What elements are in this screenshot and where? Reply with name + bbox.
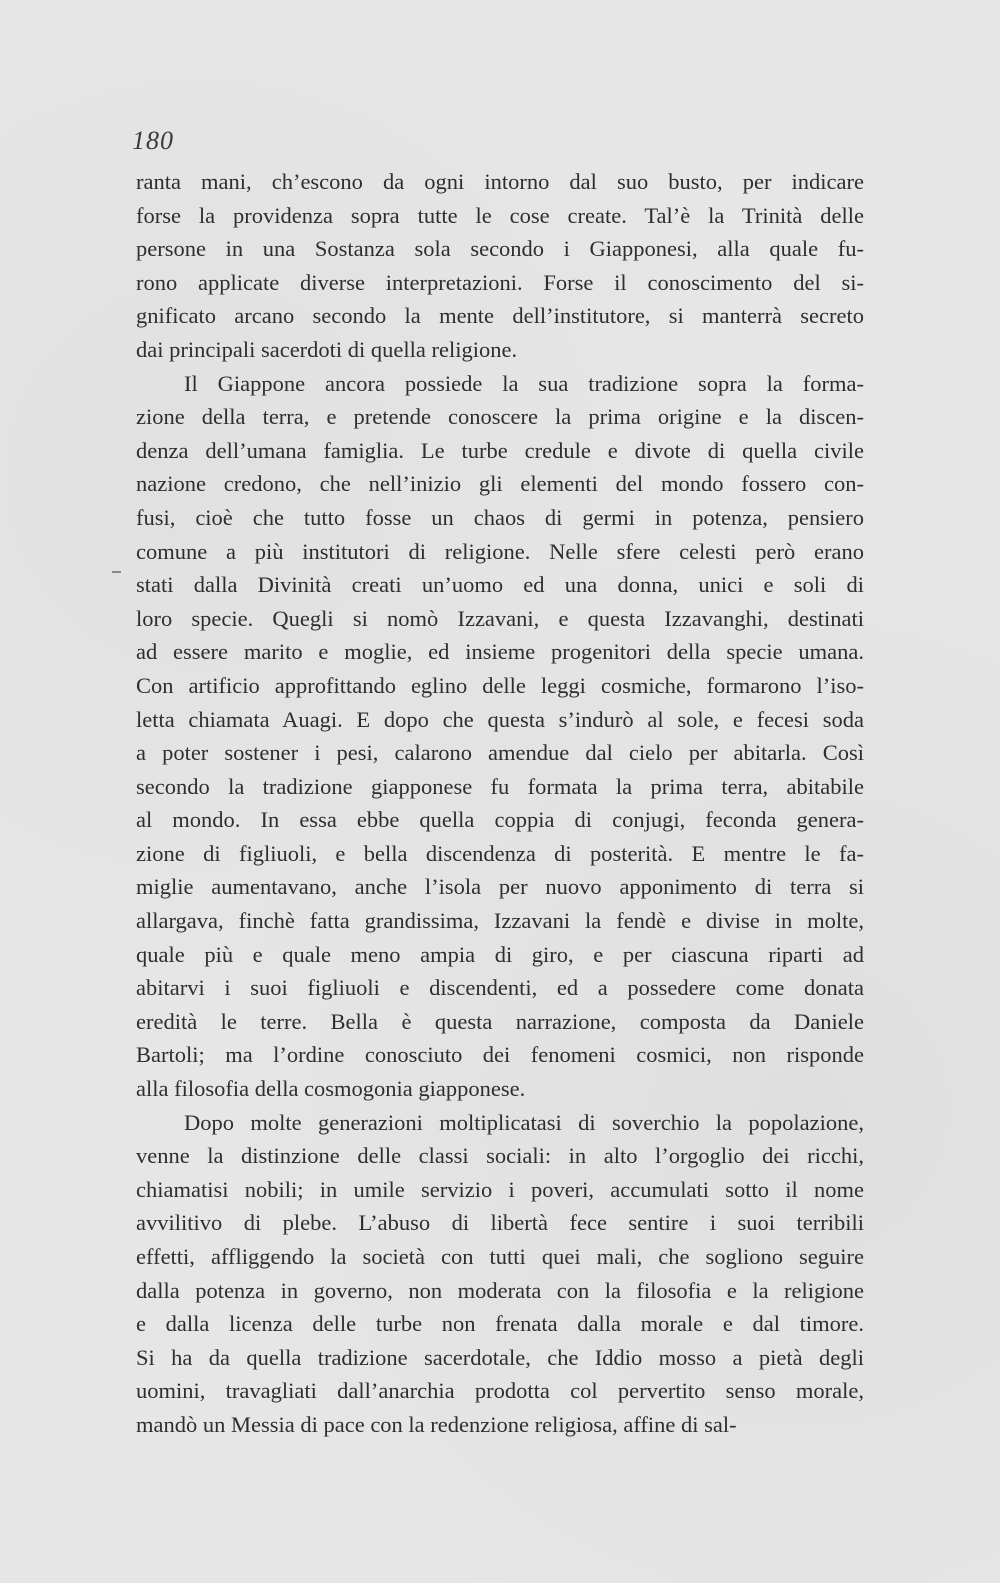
text-line: denza dell’umana famiglia. Le turbe credule e divote di quella civile	[136, 437, 864, 463]
text-line: avvilitivo di plebe. L’abuso di libertà fece sentire i suoi terribili	[136, 1210, 864, 1236]
text-line: ranta mani, ch’escono da ogni intorno dal suo busto, per indicare	[136, 169, 864, 194]
margin-mark	[112, 571, 121, 573]
text-line: zione della terra, e pretende conoscere la prima origine e la discen-	[136, 404, 864, 430]
text-line: rono applicate diverse interpretazioni. Forse il conoscimento del si-	[136, 269, 864, 295]
text-line: gnificato arcano secondo la mente dell’institutore, si manterrà secreto	[136, 303, 864, 329]
text-line: letta chiamata Auagi. E dopo che questa s’indurò al sole, e fecesi soda	[136, 706, 864, 732]
text-line: e dalla licenza delle turbe non frenata dalla morale e dal timore.	[136, 1311, 864, 1337]
text-line: secondo la tradizione giapponese fu formata la prima terra, abitabile	[136, 773, 864, 799]
text-line: fusi, cioè che tutto fosse un chaos di germi in potenza, pensiero	[136, 504, 864, 530]
text-line: abitarvi i suoi figliuoli e discendenti, ed a possedere come donata	[136, 975, 864, 1001]
text-line: mandò un Messia di pace con la redenzione religiosa, affine di sal-	[136, 1411, 737, 1437]
text-line: quale più e quale meno ampia di giro, e per ciascuna riparti ad	[136, 941, 864, 967]
text-line: venne la distinzione delle classi sociali: in alto l’orgoglio dei ricchi,	[136, 1143, 864, 1169]
text-line: a poter sostener i pesi, calarono amendue dal cielo per abitarla. Così	[136, 740, 864, 766]
text-line: forse la providenza sopra tutte le cose create. Tal’è la Trinità delle	[136, 202, 864, 228]
text-line: dalla potenza in governo, non moderata con la filosofia e la religione	[136, 1277, 864, 1303]
text-line: effetti, affliggendo la società con tutti quei mali, che sogliono seguire	[136, 1244, 864, 1269]
text-line: Il Giappone ancora possiede la sua tradizione sopra la forma-	[184, 370, 864, 396]
text-line: nazione credono, che nell’inizio gli elementi del mondo fossero con-	[136, 471, 864, 497]
text-line: comune a più institutori di religione. Nelle sfere celesti però erano	[136, 538, 864, 564]
text-line: chiamatisi nobili; in umile servizio i poveri, accumulati sotto il nome	[136, 1176, 864, 1202]
text-line: stati dalla Divinità creati un’uomo ed una donna, unici e soli di	[136, 572, 864, 598]
text-line: Si ha da quella tradizione sacerdotale, che Iddio mosso a pietà degli	[136, 1344, 864, 1370]
text-line: loro specie. Quegli si nomò Izzavani, e questa Izzavanghi, destinati	[136, 605, 864, 631]
text-line: eredità le terre. Bella è questa narrazione, composta da Daniele	[136, 1008, 864, 1034]
text-line: allargava, finchè fatta grandissima, Izzavani la fendè e divise in molte,	[136, 908, 864, 934]
paragraph	[136, 367, 864, 1106]
paragraph	[136, 1106, 864, 1442]
text-line: uomini, travagliati dall’anarchia prodotta col pervertito senso morale,	[136, 1378, 864, 1404]
text-line: ad essere marito e moglie, ed insieme progenitori della specie umana.	[136, 639, 864, 665]
text-line: zione di figliuoli, e bella discendenza di posterità. E mentre le fa-	[136, 840, 864, 866]
text-line: Bartoli; ma l’ordine conosciuto dei fenomeni cosmici, non risponde	[136, 1042, 864, 1068]
text-line: alla filosofia della cosmogonia giapponese.	[136, 1076, 526, 1102]
text-line: Dopo molte generazioni moltiplicatasi di soverchio la popolazione,	[184, 1109, 864, 1135]
text-line: miglie aumentavano, anche l’isola per nuovo apponimento di terra si	[136, 874, 864, 900]
paragraph	[136, 165, 864, 367]
text-line: persone in una Sostanza sola secondo i Giapponesi, alla quale fu-	[136, 236, 864, 262]
page-number: 180	[132, 126, 174, 155]
text-line: Con artificio approfittando eglino delle leggi cosmiche, formarono l’iso-	[136, 672, 864, 698]
text-line: al mondo. In essa ebbe quella coppia di conjugi, feconda genera-	[136, 807, 864, 833]
text-line: dai principali sacerdoti di quella religione.	[136, 336, 518, 362]
body-text	[136, 165, 864, 1442]
